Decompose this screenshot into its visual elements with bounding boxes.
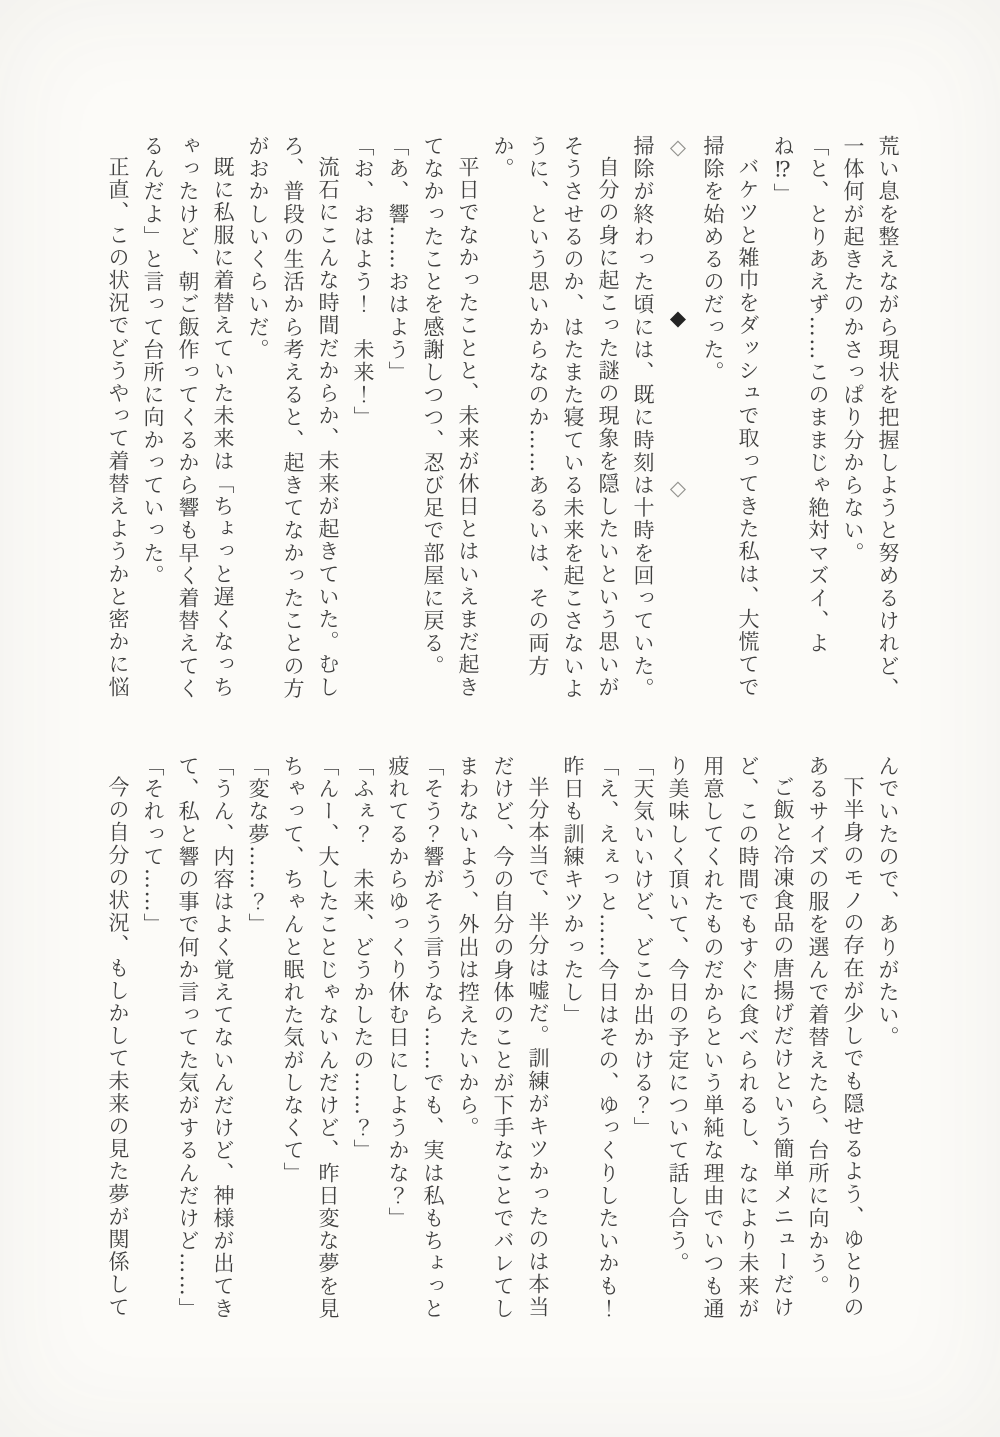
narration-paragraph: 流石にこんな時間だからか、未来が起きていた。むしろ、普段の生活から考えると、起きてなかったことの方がおかしいくらいだ。 <box>246 135 340 700</box>
narration-paragraph: 平日でなかったことと、未来が休日とはいえまだ起きてなかったことを感謝しつつ、忍び足で部屋に戻る。 <box>421 135 480 699</box>
narration-paragraph: んでいたので、ありがたい。 <box>876 755 900 1049</box>
dialogue-line: 「うん、内容はよく覚えてないんだけど、神様が出てきて、私と響の事で何か言ってた気がするんだけど……」 <box>176 755 235 1320</box>
narration-paragraph: 掃除が終わった頃には、既に時刻は十時を回っていた。 <box>631 135 655 700</box>
narration-paragraph: 荒い息を整えながら現状を把握しようと努めるけれど、一体何が起きたのかさっぱり分からない。 <box>841 135 900 700</box>
dialogue-line: 「天気いいけど、どこか出かける？」 <box>631 755 655 1140</box>
narration-paragraph: 半分本当で、半分は嘘だ。訓練がキツかったのは本当だけど、今の自分の身体のことが下手なことでバレてしまわないよう、外出は控えたいから。 <box>456 755 550 1320</box>
diamond-outline-icon: ◇ <box>666 135 690 161</box>
dialogue-line: 「あ、響……おはよう」 <box>386 135 410 384</box>
narration-paragraph: ご飯と冷凍食品の唐揚げだけという簡単メニューだけど、この時間でもすぐに食べられるし、なにより未来が用意してくれたものだからという単純な理由でいつも通り美味しく頂いて、今日の予定について話し合う。 <box>666 755 795 1320</box>
diamond-filled-icon: ◆ <box>666 305 690 332</box>
dialogue-line: 「と、とりあえず……このままじゃ絶対マズイ、よね⁉」 <box>771 135 830 655</box>
dialogue-line: 「ふぇ？ 未来、どうかしたの……？」 <box>351 755 375 1162</box>
dialogue-line: 「お、おはよう！ 未来！」 <box>351 135 375 429</box>
narration-paragraph: 正直、この状況でどうやって着替えようかと密かに悩 <box>106 156 130 699</box>
narration-paragraph: 下半身のモノの存在が少しでも隠せるよう、ゆとりのあるサイズの服を選んで着替えたら、台所に向かう。 <box>806 755 865 1319</box>
narration-paragraph: 自分の身に起こった謎の現象を隠したいという思いがそうさせるのか、はたまた寝ている未来を起こさないように、という思いからなのか……あるいは、その両方か。 <box>491 135 620 700</box>
narration-paragraph: バケツと雑巾をダッシュで取ってきた私は、大慌てで掃除を始めるのだった。 <box>701 135 760 699</box>
diamond-outline-icon: ◇ <box>666 476 690 502</box>
dialogue-line: 「え、えぇっと……今日はその、ゆっくりしたいかも！昨日も訓練キツかったし」 <box>561 755 620 1320</box>
text-block-top <box>93 135 905 707</box>
dialogue-line: 「んー、大したことじゃないんだけど、昨日変な夢を見ちゃって、ちゃんと眠れた気がしなくて」 <box>281 755 340 1320</box>
dialogue-line: 「そう？響がそう言うなら……でも、実は私もちょっと疲れてるからゆっくり休む日にしようかな？」 <box>386 755 445 1320</box>
dialogue-line: 「それって……」 <box>141 755 165 936</box>
text-block-bottom <box>93 755 905 1327</box>
narration-paragraph: 今の自分の状況、もしかして未来の見た夢が関係して <box>106 776 130 1319</box>
narration-paragraph: 既に私服に着替えていた未来は「ちょっと遅くなっちゃったけど、朝ご飯作ってくるから響も早く着替えてくるんだよ」と言って台所に向かっていった。 <box>141 135 235 700</box>
scene-break-divider <box>660 135 695 707</box>
dialogue-line: 「変な夢……？」 <box>246 755 270 936</box>
